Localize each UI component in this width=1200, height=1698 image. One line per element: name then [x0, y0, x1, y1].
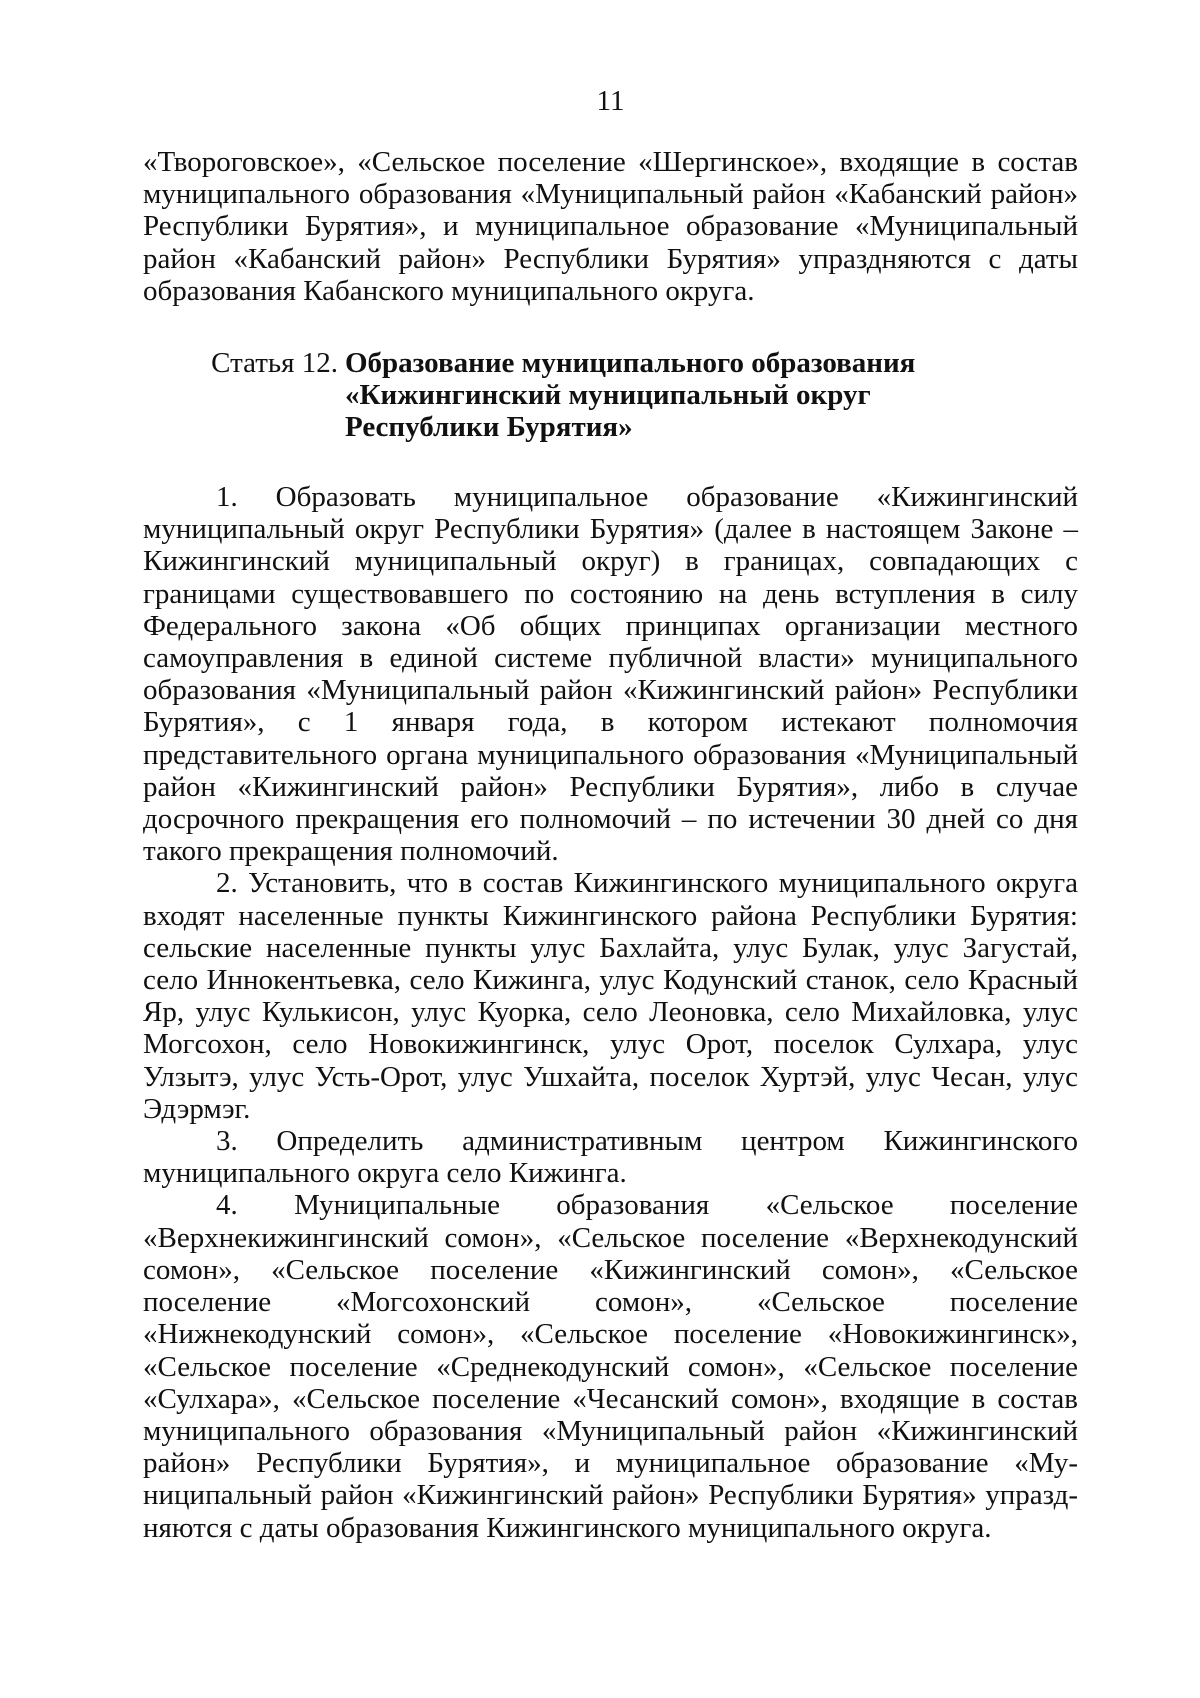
paragraph-2: 2. Установить, что в состав Кижингинского муниципального округа входят населенные пункты Кижингинского района Республики Бурятия: сельские населенные пункты улус Бахлайта, улус Булак, улус Загустай, село Иннокентьевка, село Кижинга, улус Кодунский станок, село Красный Яр, улус Кулькисон, улус Куорка, село Леоновка, село Михайловка, улус Могсохон, село Новокижингинск, улус Орот, поселок Сулхара, улус Улзытэ, улус Усть-Орот, улус Ушхайта, поселок Хуртэй, улус Чесан, улус Эдэрмэг.: [143, 867, 1078, 1125]
intro-paragraph: «Твороговское», «Сельское поселение «Шергинское», входящие в состав муниципального образования «Муниципальный район «Кабанский район» Республики Бурятия», и муниципальное образование «Муниципальный район «Кабанский район» Республики Бурятия» упраздняются с даты образования Кабанского муниципального округа.: [143, 146, 1078, 307]
document-body: [143, 146, 1078, 1544]
article-title: Образование муниципального образования «Кижингинский муниципальный округ Республики Бурятия»: [345, 347, 916, 444]
article-label: Статья 12.: [211, 347, 338, 380]
paragraph-3: 3. Определить административным центром Кижингинского муниципального округа село Кижинга.: [143, 1125, 1078, 1190]
page-number: 11: [596, 85, 625, 117]
paragraph-4: 4. Муниципальные образования «Сельское поселение «Верхнекижингинский сомон», «Сельское поселение «Верхнекодунский сомон», «Сельское поселение «Кижингинский сомон», «Сельское поселение «Могсохонский сомон», «Сельское поселение «Нижнекодунский сомон», «Сельское поселение «Новокижингинск», «Сельское поселение «Среднекодунский сомон», «Сельское поселение «Сулхара», «Сельское поселение «Чесанский сомон», входящие в состав муниципального образования «Муниципальный район «Кижингинский район» Республики Бурятия», и муниципальное образование «Муниципальный район «Кижингинский район» Республики Бурятия» упраздняются с даты образования Кижингинского муниципального округа.: [143, 1189, 1078, 1544]
paragraph-1: 1. Образовать муниципальное образование «Кижингинский муниципальный округ Республики Бурятия» (далее в настоящем Законе – Кижингинский муниципальный округ) в границах, совпадающих с границами существовавшего по состоянию на день вступления в силу Федерального закона «Об общих принципах организации местного самоуправления в единой системе публичной власти» муниципального образования «Муниципальный район «Кижингинский район» Республики Бурятия», с 1 января года, в котором истекают полномочия представительного органа муниципального образования «Муниципальный район «Кижингинский район» Республики Бурятия», либо в случае досрочного прекращения его полномочий – по истечении 30 дней со дня такого прекращения полномочий.: [143, 481, 1078, 868]
document-page: [143, 0, 1078, 1698]
article-heading: [143, 347, 1078, 443]
